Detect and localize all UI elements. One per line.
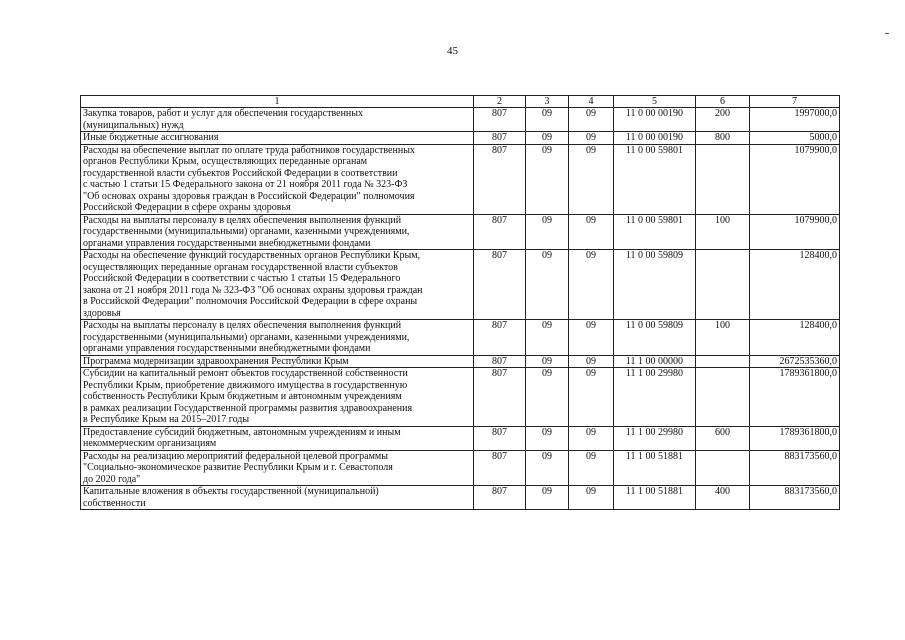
cell-description [81, 132, 474, 145]
header-cell-section: 3 [526, 96, 569, 108]
table-row [81, 486, 840, 510]
description-line: Закупка товаров, работ и услуг для обеспечения государственных [83, 108, 364, 119]
description-line: органами управления государственными внебюджетными фондами [83, 237, 371, 249]
cell-description [81, 368, 474, 427]
table-row [81, 144, 840, 214]
description-line: "Социально-экономическое развитие Республики Крым и г. Севастополя [83, 462, 393, 473]
cell-section-code: 09 [526, 486, 569, 510]
cell-subsection-code: 09 [569, 426, 614, 450]
cell-amount: 1789361800,0 [750, 426, 840, 450]
description-line: Расходы на выплаты персоналу в целях обеспечения выполнения функций [83, 320, 402, 331]
cell-ministry-code: 807 [474, 108, 526, 132]
cell-subsection-code: 09 [569, 450, 614, 486]
cell-description [81, 250, 474, 320]
cell-subsection-code: 09 [569, 355, 614, 368]
header-cell-subsection: 4 [569, 96, 614, 108]
cell-target-article: 11 0 00 59809 [614, 320, 696, 356]
table-row [81, 108, 840, 132]
cell-expense-type: 100 [696, 320, 750, 356]
cell-amount: 5000,0 [750, 132, 840, 145]
cell-section-code: 09 [526, 144, 569, 214]
description-line: некоммерческим организациям [83, 438, 217, 449]
cell-target-article: 11 1 00 29980 [614, 426, 696, 450]
cell-expense-type [696, 144, 750, 214]
description-line: до 2020 года" [83, 473, 141, 485]
cell-target-article: 11 0 00 00190 [614, 132, 696, 145]
cell-section-code: 09 [526, 426, 569, 450]
cell-section-code: 09 [526, 320, 569, 356]
cell-amount: 2672535360,0 [750, 355, 840, 368]
cell-section-code: 09 [526, 108, 569, 132]
cell-amount: 1079900,0 [750, 214, 840, 250]
cell-amount: 1789361800,0 [750, 368, 840, 427]
description-line: Программа модернизации здравоохранения Республики Крым [83, 355, 349, 367]
cell-amount: 883173560,0 [750, 450, 840, 486]
description-line: Российской Федерации в соответствии с частью 1 статьи 15 Федерального [83, 273, 401, 284]
cell-expense-type [696, 250, 750, 320]
header-cell-target-article: 5 [614, 96, 696, 108]
description-line: Республики Крым, приобретение движимого имущества в государственную [83, 379, 408, 391]
header-cell-amount: 7 [750, 96, 840, 108]
page-number: 45 [447, 45, 458, 57]
cell-description [81, 214, 474, 250]
budget-table [80, 95, 840, 510]
cell-target-article: 11 1 00 00000 [614, 355, 696, 368]
cell-ministry-code: 807 [474, 214, 526, 250]
description-line: здоровья [83, 307, 121, 319]
cell-section-code: 09 [526, 132, 569, 145]
header-cell-ministry: 2 [474, 96, 526, 108]
cell-section-code: 09 [526, 355, 569, 368]
cell-section-code: 09 [526, 214, 569, 250]
cell-expense-type: 400 [696, 486, 750, 510]
cell-subsection-code: 09 [569, 368, 614, 427]
description-line: в рамках реализации Государственной программы развития здравоохранения [83, 402, 413, 414]
cell-target-article: 11 0 00 59809 [614, 250, 696, 320]
header-row [81, 96, 840, 108]
cell-expense-type: 100 [696, 214, 750, 250]
table-row [81, 355, 840, 368]
cell-expense-type [696, 368, 750, 427]
cell-ministry-code: 807 [474, 486, 526, 510]
cell-expense-type: 600 [696, 426, 750, 450]
cell-amount: 1997000,0 [750, 108, 840, 132]
table-row [81, 320, 840, 356]
description-line: государственной власти субъектов Российской Федерации в соответствии [83, 167, 398, 179]
cell-description [81, 450, 474, 486]
description-line: в Республике Крым на 2015–2017 годы [83, 414, 250, 425]
cell-target-article: 11 0 00 59801 [614, 144, 696, 214]
cell-expense-type [696, 450, 750, 486]
table-row [81, 214, 840, 250]
cell-description [81, 144, 474, 214]
cell-subsection-code: 09 [569, 214, 614, 250]
description-line: Расходы на обеспечение функций государственных органов Республики Крым, [83, 250, 421, 261]
cell-amount: 128400,0 [750, 250, 840, 320]
cell-description [81, 426, 474, 450]
header-cell-expense-type: 6 [696, 96, 750, 108]
description-line: государственными (муниципальными) органами, казенными учреждениями, [83, 331, 410, 343]
cell-expense-type [696, 355, 750, 368]
cell-target-article: 11 1 00 51881 [614, 486, 696, 510]
cell-target-article: 11 1 00 29980 [614, 368, 696, 427]
description-line: Расходы на выплаты персоналу в целях обеспечения выполнения функций [83, 214, 402, 226]
cell-target-article: 11 0 00 00190 [614, 108, 696, 132]
cell-subsection-code: 09 [569, 108, 614, 132]
cell-expense-type: 200 [696, 108, 750, 132]
cell-amount: 128400,0 [750, 320, 840, 356]
cell-subsection-code: 09 [569, 132, 614, 145]
cell-ministry-code: 807 [474, 368, 526, 427]
description-line: Российской Федерации в сфере охраны здоровья [83, 202, 291, 213]
scan-mark [885, 33, 889, 34]
cell-section-code: 09 [526, 250, 569, 320]
table-header [81, 96, 840, 108]
cell-ministry-code: 807 [474, 426, 526, 450]
description-line: "Об основах охраны здоровья граждан в Российской Федерации" полномочия [83, 190, 415, 202]
cell-amount: 883173560,0 [750, 486, 840, 510]
cell-amount: 1079900,0 [750, 144, 840, 214]
description-line: осуществляющих переданные органам государственной власти субъектов [83, 261, 398, 273]
table-row [81, 250, 840, 320]
table-row [81, 368, 840, 427]
cell-target-article: 11 0 00 59801 [614, 214, 696, 250]
cell-section-code: 09 [526, 450, 569, 486]
description-line: органов Республики Крым, осуществляющих переданные органам [83, 156, 368, 167]
description-line: собственности [83, 497, 146, 509]
cell-expense-type: 800 [696, 132, 750, 145]
header-cell-name: 1 [81, 96, 474, 108]
description-line: в Российской Федерации" полномочия Российской Федерации в сфере охраны [83, 296, 418, 307]
description-line: государственными (муниципальными) органами, казенными учреждениями, [83, 226, 410, 237]
description-line: Капитальные вложения в объекты государственной (муниципальной) [83, 486, 379, 497]
description-line: собственность Республики Крым бюджетным и автономным учреждениям [83, 391, 402, 402]
cell-ministry-code: 807 [474, 450, 526, 486]
cell-subsection-code: 09 [569, 144, 614, 214]
cell-section-code: 09 [526, 368, 569, 427]
cell-target-article: 11 1 00 51881 [614, 450, 696, 486]
table-row [81, 132, 840, 145]
cell-ministry-code: 807 [474, 144, 526, 214]
cell-ministry-code: 807 [474, 250, 526, 320]
description-line: закона от 21 ноября 2011 года № 323-ФЗ "Об основах охраны здоровья граждан [83, 284, 423, 296]
description-line: (муниципальных) нужд [83, 119, 184, 131]
description-line: Предоставление субсидий бюджетным, автономным учреждениям и иным [83, 426, 401, 438]
cell-description [81, 355, 474, 368]
cell-ministry-code: 807 [474, 320, 526, 356]
cell-description [81, 486, 474, 510]
cell-subsection-code: 09 [569, 320, 614, 356]
cell-subsection-code: 09 [569, 250, 614, 320]
description-line: органами управления государственными внебюджетными фондами [83, 343, 371, 354]
description-line: Субсидии на капитальный ремонт объектов государственной собственности [83, 368, 408, 379]
description-line: Расходы на обеспечение выплат по оплате труда работников государственных [83, 144, 415, 156]
cell-description [81, 108, 474, 132]
cell-subsection-code: 09 [569, 486, 614, 510]
cell-description [81, 320, 474, 356]
table-body [81, 108, 840, 510]
description-line: с частью 1 статьи 15 Федерального закона от 21 ноября 2011 года № 323-ФЗ [83, 179, 408, 190]
table-row [81, 450, 840, 486]
table-row [81, 426, 840, 450]
description-line: Расходы на реализацию мероприятий федеральной целевой программы [83, 450, 388, 462]
cell-ministry-code: 807 [474, 132, 526, 145]
cell-ministry-code: 807 [474, 355, 526, 368]
description-line: Иные бюджетные ассигнования [83, 132, 219, 143]
